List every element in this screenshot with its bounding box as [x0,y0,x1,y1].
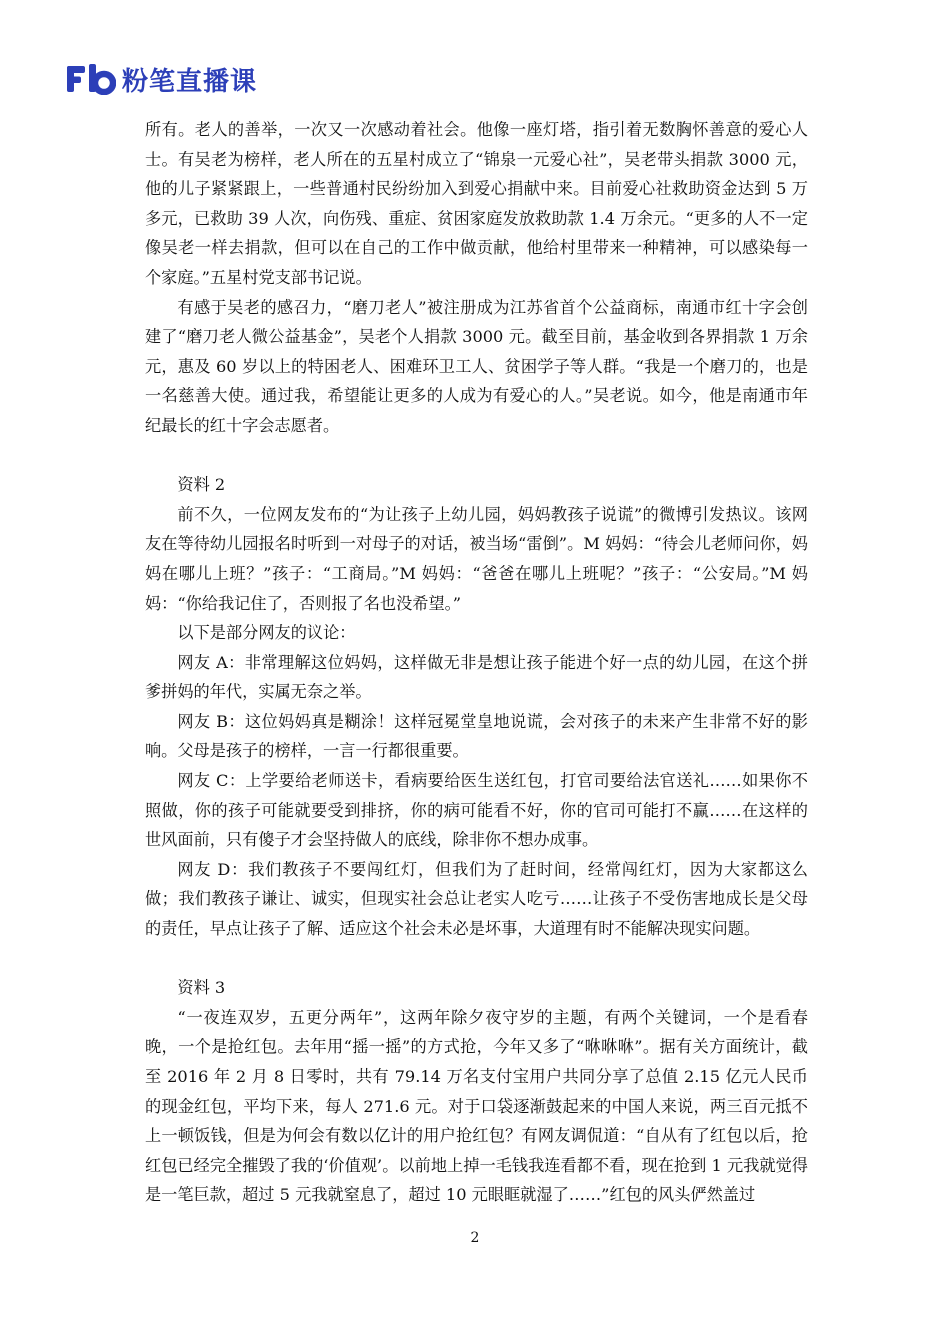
comment-paragraph: 网友 A：非常理解这位妈妈，这样做无非是想让孩子能进个好一点的幼儿园，在这个拼爹拼妈的年代，实属无奈之举。 [145,652,808,702]
document-body [145,115,808,1210]
brand-logo [66,60,257,98]
section-gap [145,944,808,974]
comment-paragraph: 网友 B：这位妈妈真是糊涂！这样冠冕堂皇地说谎，会对孩子的未来产生非常不好的影响。父母是孩子的榜样，一言一行都很重要。 [145,711,808,761]
logo-text: 粉笔直播课 [122,66,258,97]
body-paragraph: 前不久，一位网友发布的“为让孩子上幼儿园，妈妈教孩子说谎”的微博引发热议。该网友在等待幼儿园报名时听到一对母子的对话，被当场“雷倒”。M 妈妈：“待会儿老师问你，妈妈在哪儿上班？”孩子：“工商局。”M 妈妈：“爸爸在哪儿上班呢？”孩子：“公安局。”M 妈妈：“你给我记住了，否则报了名也没希望。” [145,504,808,613]
comment-paragraph: 网友 C：上学要给老师送卡，看病要给医生送红包，打官司要给法官送礼……如果你不照做，你的孩子可能就要受到排挤，你的病可能看不好，你的官司可能打不赢……在这样的世风面前，只有傻子才会坚持做人的底线，除非你不想办成事。 [145,771,808,850]
section-title-material-3: 资料 3 [177,978,226,998]
body-paragraph: 以下是部分网友的议论： [177,623,356,643]
body-paragraph: 有感于吴老的感召力，“磨刀老人”被注册成为江苏省首个公益商标，南通市红十字会创建了“磨刀老人微公益基金”，吴老个人捐款 3000 元。截至目前，基金收到各界捐款 1 万余元，惠及 60 岁以上的特困老人、困难环卫工人、贫困学子等人群。“我是一个磨刀的，也是一名慈善大使。通过我，希望能让更多的人成为有爱心的人。”吴老说。如今，他是南通市年纪最长的红十字会志愿者。 [145,297,808,435]
fb-logo-icon [66,63,116,95]
comment-paragraph: 网友 D：我们教孩子不要闯红灯，但我们为了赶时间，经常闯红灯，因为大家都这么做；我们教孩子谦让、诚实，但现实社会总让老实人吃亏……让孩子不受伤害地成长是父母的责任，早点让孩子了解、适应这个社会未必是坏事，大道理有时不能解决现实问题。 [145,859,808,939]
body-paragraph: 所有。老人的善举，一次又一次感动着社会。他像一座灯塔，指引着无数胸怀善意的爱心人士。有吴老为榜样，老人所在的五星村成立了“锦泉一元爱心社”，吴老带头捐款 3000 元，他的儿子紧紧跟上，一些普通村民纷纷加入到爱心捐献中来。目前爱心社救助资金达到 5 万多元，已救助 39 人次，向伤残、重症、贫困家庭发放救助款 1.4 万余元。“更多的人不一定像吴老一样去捐款，但可以在自己的工作中做贡献，他给村里带来一种精神，可以感染每一个家庭。”五星村党支部书记说。 [145,120,808,287]
section-title-material-2: 资料 2 [177,475,226,495]
section-gap [145,441,808,471]
body-paragraph: “一夜连双岁，五更分两年”，这两年除夕夜守岁的主题，有两个关键词，一个是看春晚，一个是抢红包。去年用“摇一摇”的方式抢，今年又多了“咻咻咻”。据有关方面统计，截至 2016 年 2 月 8 日零时，共有 79.14 万名支付宝用户共同分享了总值 2.15 亿元人民币的现金红包，平均下来，每人 271.6 元。对于口袋逐渐鼓起来的中国人来说，两三百元抵不上一顿饭钱，但是为何会有数以亿计的用户抢红包？有网友调侃道：“自从有了红包以后，抢红包已经完全摧毁了我的‘价值观’。以前地上掉一毛钱我连看都不看，现在抢到 1 元我就觉得是一笔巨款，超过 5 元我就窒息了，超过 10 元眼眶就湿了……”红包的风头俨然盖过 [145,1007,808,1205]
page-number: 2 [470,1230,480,1246]
